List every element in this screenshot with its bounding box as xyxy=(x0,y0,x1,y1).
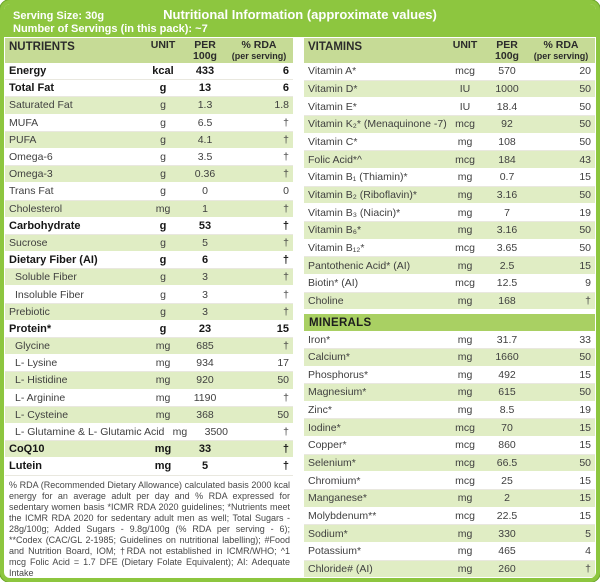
cell-rda: † xyxy=(282,219,289,232)
cell-unit: g xyxy=(159,322,167,335)
cell-unit: g xyxy=(160,288,166,301)
cell-name: Vitamin B₁₂* xyxy=(308,241,365,254)
cell-unit: mcg xyxy=(455,474,475,487)
cell-unit: mg xyxy=(155,408,171,421)
cell-rda: 15 xyxy=(579,259,591,272)
cell-unit: mcg xyxy=(455,510,475,523)
cell-unit: mcg xyxy=(455,421,475,434)
table-row xyxy=(304,240,595,258)
cell-unit: mg xyxy=(457,259,473,272)
cell-rda: † xyxy=(283,288,289,301)
cell-unit: mg xyxy=(457,135,473,148)
cell-name: Vitamin C* xyxy=(308,135,358,148)
cell-per-100g: 3.16 xyxy=(496,224,518,237)
cell-per-100g: 920 xyxy=(196,374,214,387)
table-row xyxy=(5,304,293,321)
cell-unit: mg xyxy=(155,374,171,387)
cell-name: L- Cysteine xyxy=(15,408,69,421)
cell-unit: g xyxy=(160,151,166,164)
table-row xyxy=(304,63,595,81)
cell-rda: † xyxy=(283,116,289,129)
cell-name: Iron* xyxy=(308,333,331,346)
cell-name: Choline xyxy=(308,294,344,307)
tables-area xyxy=(4,37,596,578)
cell-per-100g: 92 xyxy=(501,118,513,131)
table-row xyxy=(5,183,293,200)
cell-unit: mg xyxy=(155,391,171,404)
servings-count: Number of Servings (in this pack): ~7 xyxy=(13,23,208,35)
cell-name: Prebiotic xyxy=(9,305,50,318)
cell-name: Soluble Fiber xyxy=(15,271,77,284)
cell-rda: 50 xyxy=(579,118,591,131)
cell-name: Calcium* xyxy=(308,351,351,364)
cell-rda: 50 xyxy=(277,374,289,387)
cell-unit: IU xyxy=(459,100,471,113)
cell-name: Selenium* xyxy=(308,457,356,470)
cell-name: Vitamin A* xyxy=(308,65,357,78)
cell-rda: 50 xyxy=(579,457,591,470)
cell-rda: † xyxy=(282,443,289,456)
table-row xyxy=(304,402,595,420)
cell-unit: mcg xyxy=(455,65,475,78)
cell-name: Sodium* xyxy=(308,527,348,540)
cell-name: Saturated Fat xyxy=(9,99,73,112)
cell-per-100g: 685 xyxy=(196,340,214,353)
cell-unit: mg xyxy=(457,368,473,381)
cell-name: Chromium* xyxy=(308,474,361,487)
cell-per-100g: 66.5 xyxy=(496,457,518,470)
table-row xyxy=(5,218,293,235)
cell-rda: 4 xyxy=(585,545,591,558)
cell-unit: kcal xyxy=(152,65,174,78)
cell-per-100g: 53 xyxy=(198,219,212,232)
table-row xyxy=(304,490,595,508)
cell-name: Phosphorus* xyxy=(308,368,369,381)
cell-rda: † xyxy=(585,563,591,576)
cell-name: L- Arginine xyxy=(15,391,66,404)
cell-per-100g: 368 xyxy=(196,408,214,421)
cell-rda: 15 xyxy=(276,322,289,335)
cell-unit: mg xyxy=(457,294,473,307)
table-row xyxy=(304,455,595,473)
table-row xyxy=(304,367,595,385)
table-row xyxy=(304,384,595,402)
cell-unit: g xyxy=(159,82,167,95)
cell-name: Chloride# (AI) xyxy=(308,563,373,576)
cell-rda: 33 xyxy=(579,333,591,346)
cell-unit: mg xyxy=(155,357,171,370)
cell-name: MUFA xyxy=(9,116,39,129)
table-row xyxy=(5,63,293,80)
vitamins-column-header xyxy=(304,38,595,63)
cell-name: Lutein xyxy=(9,460,42,473)
cell-name: PUFA xyxy=(9,133,37,146)
cell-unit: mg xyxy=(154,460,172,473)
table-row xyxy=(5,149,293,166)
cell-per-100g: 33 xyxy=(198,443,212,456)
cell-rda: † xyxy=(283,133,289,146)
cell-per-100g: 7 xyxy=(504,206,510,219)
cell-per-100g: 3 xyxy=(202,288,208,301)
cell-unit: mg xyxy=(457,545,473,558)
cell-per-100g: 1000 xyxy=(495,82,519,95)
column-per-100g: PER 100g xyxy=(495,39,519,62)
cell-unit: mg xyxy=(155,202,171,215)
cell-rda: 15 xyxy=(579,510,591,523)
cell-name: L- Glutamine & L- Glutamic Acid xyxy=(15,426,165,439)
cell-unit: mg xyxy=(457,351,473,364)
cell-per-100g: 70 xyxy=(501,421,513,434)
table-row xyxy=(304,349,595,367)
cell-rda: 1.8 xyxy=(274,99,289,112)
cell-unit: mg xyxy=(457,386,473,399)
cell-name: Vitamin B₃ (Niacin)* xyxy=(308,206,401,219)
cell-name: L- Histidine xyxy=(15,374,68,387)
cell-rda: 50 xyxy=(277,408,289,421)
cell-rda: 50 xyxy=(579,100,591,113)
cell-rda: † xyxy=(283,151,289,164)
cell-rda: † xyxy=(283,426,289,439)
cell-rda: 50 xyxy=(579,386,591,399)
table-row xyxy=(5,252,293,269)
cell-name: Dietary Fiber (AI) xyxy=(9,254,98,267)
cell-name: Iodine* xyxy=(308,421,341,434)
cell-name: Pantothenic Acid* (AI) xyxy=(308,259,411,272)
cell-rda: 6 xyxy=(282,65,289,78)
cell-rda: † xyxy=(585,294,591,307)
cell-per-100g: 25 xyxy=(501,474,513,487)
cell-rda: † xyxy=(283,202,289,215)
table-row xyxy=(304,275,595,293)
table-row xyxy=(5,390,293,407)
table-row xyxy=(5,269,293,286)
cell-rda: 15 xyxy=(579,492,591,505)
cell-rda: 19 xyxy=(579,206,591,219)
cell-unit: g xyxy=(160,116,166,129)
table-row xyxy=(304,472,595,490)
cell-name: Carbohydrate xyxy=(9,219,81,232)
table-row xyxy=(304,419,595,437)
table-row xyxy=(5,372,293,389)
cell-per-100g: 5 xyxy=(202,236,208,249)
cell-name: Energy xyxy=(9,65,47,78)
cell-unit: mg xyxy=(154,443,172,456)
label-topbar xyxy=(4,4,596,37)
cell-per-100g: 23 xyxy=(198,322,212,335)
cell-unit: mg xyxy=(172,426,188,439)
cell-rda: 17 xyxy=(277,357,289,370)
nutrients-rows xyxy=(5,63,293,476)
cell-unit: mg xyxy=(457,206,473,219)
cell-rda: 50 xyxy=(579,82,591,95)
cell-rda: 0 xyxy=(283,185,289,198)
cell-name: Cholesterol xyxy=(9,202,63,215)
vitamins-rows xyxy=(304,63,595,310)
cell-per-100g: 12.5 xyxy=(496,277,518,290)
cell-unit: g xyxy=(160,185,166,198)
table-row xyxy=(5,235,293,252)
cell-name: Vitamin B₆* xyxy=(308,224,362,237)
cell-unit: mg xyxy=(457,492,473,505)
cell-name: L- Lysine xyxy=(15,357,58,370)
table-row xyxy=(5,424,293,441)
cell-unit: g xyxy=(159,254,167,267)
vitamins-minerals-table xyxy=(304,38,595,578)
serving-info xyxy=(13,10,208,36)
cell-rda: 6 xyxy=(282,82,289,95)
cell-per-100g: 8.5 xyxy=(499,404,515,417)
nutrients-table xyxy=(5,38,293,578)
cell-per-100g: 2 xyxy=(504,492,510,505)
column-vitamins: VITAMINS xyxy=(308,41,363,53)
cell-rda: 50 xyxy=(579,135,591,148)
cell-unit: mcg xyxy=(455,439,475,452)
cell-name: Vitamin K₂* (Menaquinone -7) xyxy=(308,118,447,131)
cell-rda: 9 xyxy=(585,277,591,290)
table-row xyxy=(304,204,595,222)
cell-per-100g: 465 xyxy=(498,545,516,558)
table-row xyxy=(304,81,595,99)
cell-rda: † xyxy=(283,236,289,249)
cell-rda: 15 xyxy=(579,439,591,452)
table-row xyxy=(5,338,293,355)
nutrients-column-header xyxy=(5,38,293,63)
cell-per-100g: 5 xyxy=(201,460,209,473)
cell-name: Sucrose xyxy=(9,236,48,249)
column-nutrients: NUTRIENTS xyxy=(9,41,75,53)
cell-name: Potassium* xyxy=(308,545,362,558)
cell-per-100g: 2.5 xyxy=(499,259,515,272)
table-row xyxy=(304,508,595,526)
cell-rda: 15 xyxy=(579,421,591,434)
cell-rda: † xyxy=(282,254,289,267)
table-row xyxy=(5,97,293,114)
column-unit: UNIT xyxy=(452,39,478,51)
cell-per-100g: 6 xyxy=(201,254,209,267)
cell-unit: g xyxy=(160,236,166,249)
cell-per-100g: 570 xyxy=(498,65,516,78)
cell-unit: g xyxy=(160,168,166,181)
cell-per-100g: 3.5 xyxy=(197,151,213,164)
table-row xyxy=(5,132,293,149)
table-row xyxy=(5,115,293,132)
cell-unit: g xyxy=(160,133,166,146)
cell-name: Folic Acid*^ xyxy=(308,153,362,166)
cell-per-100g: 1.3 xyxy=(197,99,213,112)
cell-unit: mcg xyxy=(455,153,475,166)
column-unit: UNIT xyxy=(150,39,176,51)
table-row xyxy=(304,169,595,187)
cell-unit: g xyxy=(160,99,166,112)
cell-per-100g: 6.5 xyxy=(197,116,213,129)
cell-unit: IU xyxy=(459,82,471,95)
cell-per-100g: 260 xyxy=(498,563,516,576)
cell-rda: 50 xyxy=(579,224,591,237)
cell-per-100g: 1660 xyxy=(495,351,519,364)
table-row xyxy=(304,151,595,169)
minerals-rows xyxy=(304,331,595,578)
cell-name: CoQ10 xyxy=(9,443,45,456)
cell-rda: † xyxy=(283,340,289,353)
cell-per-100g: 4.1 xyxy=(197,133,213,146)
table-row xyxy=(5,166,293,183)
cell-unit: mg xyxy=(457,527,473,540)
table-row xyxy=(5,355,293,372)
cell-per-100g: 3.16 xyxy=(496,188,518,201)
cell-unit: mcg xyxy=(455,277,475,290)
table-row xyxy=(5,407,293,424)
table-row xyxy=(304,561,595,579)
cell-name: Insoluble Fiber xyxy=(15,288,84,301)
table-row xyxy=(304,257,595,275)
cell-unit: g xyxy=(160,271,166,284)
cell-per-100g: 433 xyxy=(195,65,215,78)
cell-name: Omega-3 xyxy=(9,168,53,181)
cell-rda: 15 xyxy=(579,171,591,184)
cell-rda: † xyxy=(283,391,289,404)
cell-rda: 15 xyxy=(579,474,591,487)
cell-rda: 50 xyxy=(579,188,591,201)
cell-per-100g: 492 xyxy=(498,368,516,381)
cell-per-100g: 108 xyxy=(498,135,516,148)
cell-unit: mg xyxy=(155,340,171,353)
table-row xyxy=(5,441,293,458)
column-rda-per-serving: % RDA (per serving) xyxy=(231,39,287,61)
cell-per-100g: 13 xyxy=(198,82,212,95)
cell-name: Omega-6 xyxy=(9,151,53,164)
cell-per-100g: 184 xyxy=(498,153,516,166)
footnote: % RDA (Recommended Dietary Allowance) calculated basis 2000 kcal energy for an average adult per day and % RDA expressed for sedentary women basis *ICMR RDA 2020 guidelines; *Nutrients meet the ICMR RDA 2020 for sedentary adult men as well; Total Sugars - 28g/100g; Added Sugars - 9.8g/100g (% RDA per serving - 6); **Codex (CAC/GL 2-1985; Guidelines on nutritional labelling); #Food and Nutrition Board, IOM; †RDA not established in ICMR/WHO; ^1 mcg Folic Acid = 1.7 DFE (Dietary Folate Equivalent); AI: Adequate Intake xyxy=(9,479,290,579)
cell-per-100g: 330 xyxy=(498,527,516,540)
cell-name: Biotin* (AI) xyxy=(308,277,359,290)
table-row xyxy=(5,286,293,303)
table-row xyxy=(304,222,595,240)
cell-per-100g: 0.7 xyxy=(499,171,515,184)
cell-unit: mcg xyxy=(455,241,475,254)
cell-rda: 50 xyxy=(579,351,591,364)
cell-per-100g: 22.5 xyxy=(496,510,518,523)
table-row xyxy=(304,293,595,311)
cell-rda: † xyxy=(283,305,289,318)
table-row xyxy=(304,437,595,455)
cell-unit: mg xyxy=(457,563,473,576)
page-title: Nutritional Information (approximate values) xyxy=(163,7,437,22)
cell-name: Zinc* xyxy=(308,404,332,417)
cell-per-100g: 1 xyxy=(202,202,208,215)
cell-unit: mg xyxy=(457,224,473,237)
cell-per-100g: 3 xyxy=(202,305,208,318)
cell-per-100g: 3500 xyxy=(204,426,228,439)
cell-rda: † xyxy=(282,460,289,473)
cell-per-100g: 3 xyxy=(202,271,208,284)
cell-name: Molybdenum** xyxy=(308,510,377,523)
cell-unit: mg xyxy=(457,188,473,201)
cell-name: Glycine xyxy=(15,340,51,353)
table-row xyxy=(5,80,293,97)
cell-unit: mg xyxy=(457,404,473,417)
table-row xyxy=(304,543,595,561)
cell-unit: mg xyxy=(457,333,473,346)
cell-name: Protein* xyxy=(9,322,52,335)
cell-name: Vitamin B₂ (Riboflavin)* xyxy=(308,188,417,201)
cell-per-100g: 31.7 xyxy=(496,333,518,346)
cell-per-100g: 3.65 xyxy=(496,241,518,254)
table-row xyxy=(5,458,293,475)
cell-name: Magnesium* xyxy=(308,386,367,399)
minerals-section-header: MINERALS xyxy=(304,314,595,331)
cell-name: Vitamin B₁ (Thiamin)* xyxy=(308,171,408,184)
cell-rda: 50 xyxy=(579,241,591,254)
cell-per-100g: 168 xyxy=(498,294,516,307)
table-row xyxy=(5,321,293,338)
cell-per-100g: 615 xyxy=(498,386,516,399)
cell-per-100g: 1190 xyxy=(193,391,217,404)
cell-per-100g: 860 xyxy=(498,439,516,452)
table-row xyxy=(304,331,595,349)
cell-rda: 5 xyxy=(585,527,591,540)
cell-name: Total Fat xyxy=(9,82,55,95)
table-row xyxy=(5,201,293,218)
cell-name: Vitamin E* xyxy=(308,100,357,113)
serving-size: Serving Size: 30g xyxy=(13,10,105,22)
cell-unit: g xyxy=(159,219,167,232)
table-row xyxy=(304,134,595,152)
cell-name: Vitamin D* xyxy=(308,82,358,95)
cell-per-100g: 18.4 xyxy=(496,100,518,113)
cell-rda: † xyxy=(283,168,289,181)
column-rda-per-serving: % RDA (per serving) xyxy=(533,39,589,61)
cell-rda: † xyxy=(283,271,289,284)
column-per-100g: PER 100g xyxy=(193,39,217,62)
cell-rda: 20 xyxy=(579,65,591,78)
table-row xyxy=(304,116,595,134)
cell-per-100g: 0.36 xyxy=(194,168,216,181)
cell-unit: mcg xyxy=(455,457,475,470)
cell-name: Trans Fat xyxy=(9,185,54,198)
cell-unit: g xyxy=(160,305,166,318)
cell-unit: mg xyxy=(457,171,473,184)
cell-name: Copper* xyxy=(308,439,347,452)
cell-per-100g: 934 xyxy=(196,357,214,370)
cell-rda: 43 xyxy=(579,153,591,166)
cell-name: Manganese* xyxy=(308,492,367,505)
cell-rda: 15 xyxy=(579,368,591,381)
table-row xyxy=(304,187,595,205)
cell-unit: mcg xyxy=(455,118,475,131)
cell-rda: 19 xyxy=(579,404,591,417)
table-row xyxy=(304,525,595,543)
cell-per-100g: 0 xyxy=(202,185,208,198)
table-row xyxy=(304,98,595,116)
